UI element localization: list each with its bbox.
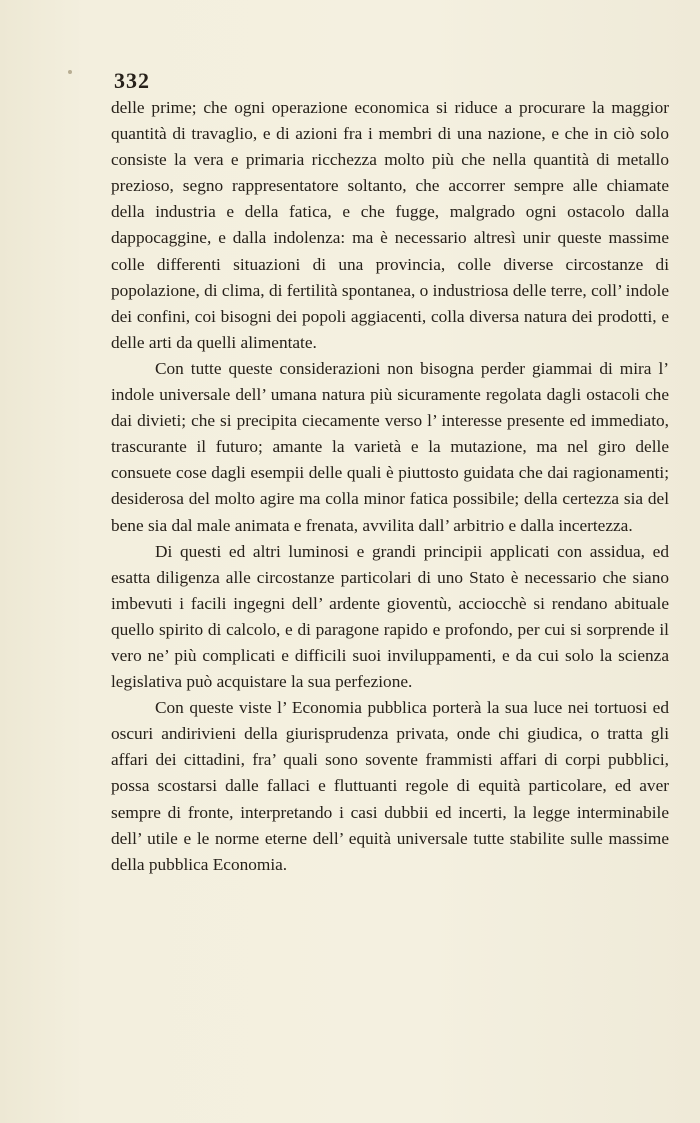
paragraph-youth-education: Di questi ed altri luminosi e grandi principii applicati con assidua, ed esatta diligenza alle circostanze particolari di uno Stato è necessario che siano imbevuti i facili ingegni dell’ ardente gioventù, acciocchè si rendano abituale quello spirito di calcolo, e di paragone rapido e profondo, per cui si sorprende il vero ne’ più complicati e difficili suoi inviluppamenti, e da cui solo la scienza legislativa può acquistare la sua perfezione.	[111, 541, 669, 692]
body-text	[111, 95, 669, 878]
paragraph-public-economy: Con queste viste l’ Economia pubblica porterà la sua luce nei tortuosi ed oscuri andirivieni della giurisprudenza privata, onde chi giudica, o tratta gli affari dei cittadini, fra’ quali sono sovente frammisti affari di corpi pubblici, possa scostarsi dalle fallaci e fluttuanti regole di equità particolare, ed aver sempre di fronte, interpretando i casi dubbii ed incerti, la legge interminabile dell’ utile e le norme eterne dell’ equità universale tutte stabilite sulle massime della pubblica Economia.	[111, 698, 669, 874]
page-number: 332	[114, 68, 150, 93]
paragraph-human-nature: Con tutte queste considerazioni non bisogna perder giammai di mira l’ indole universale dell’ umana natura più sicuramente regolata dagli ostacoli che dai divieti; che si precipita ciecamente verso l’ interesse presente ed immediato, trascurante il futuro; amante la varietà e la mutazione, ma nel giro delle consuete cose dagli esempii delle quali è piuttosto guidata che dai ragionamenti; desiderosa del molto agire ma colla minor fatica possibile; della certezza sia del bene sia dal male animata e frenata, avvilita dall’ arbitrio e dalla incertezza.	[111, 358, 669, 535]
paragraph-continuation: delle prime; che ogni operazione economica si riduce a procurare la maggior quantità di travaglio, e di azioni fra i membri di una nazione, e che in ciò solo consiste la vera e primaria ricchezza molto più che nella quantità di metallo prezioso, segno rappresentatore soltanto, che accorrer sempre alle chiamate della industria e della fatica, e che fugge, malgrado ogni ostacolo dalla dappocaggine, e dalla indolenza: ma è necessario altresì unir queste massime colle differenti situazioni di una provincia, colle diverse circostanze di popolazione, di clima, di fertilità spontanea, o industriosa delle terre, coll’ indole dei confini, coi bisogni dei popoli aggiacenti, colla diversa natura dei prodotti, e delle arti da quelli alimentate.	[111, 98, 669, 352]
paper-spot	[68, 70, 72, 74]
